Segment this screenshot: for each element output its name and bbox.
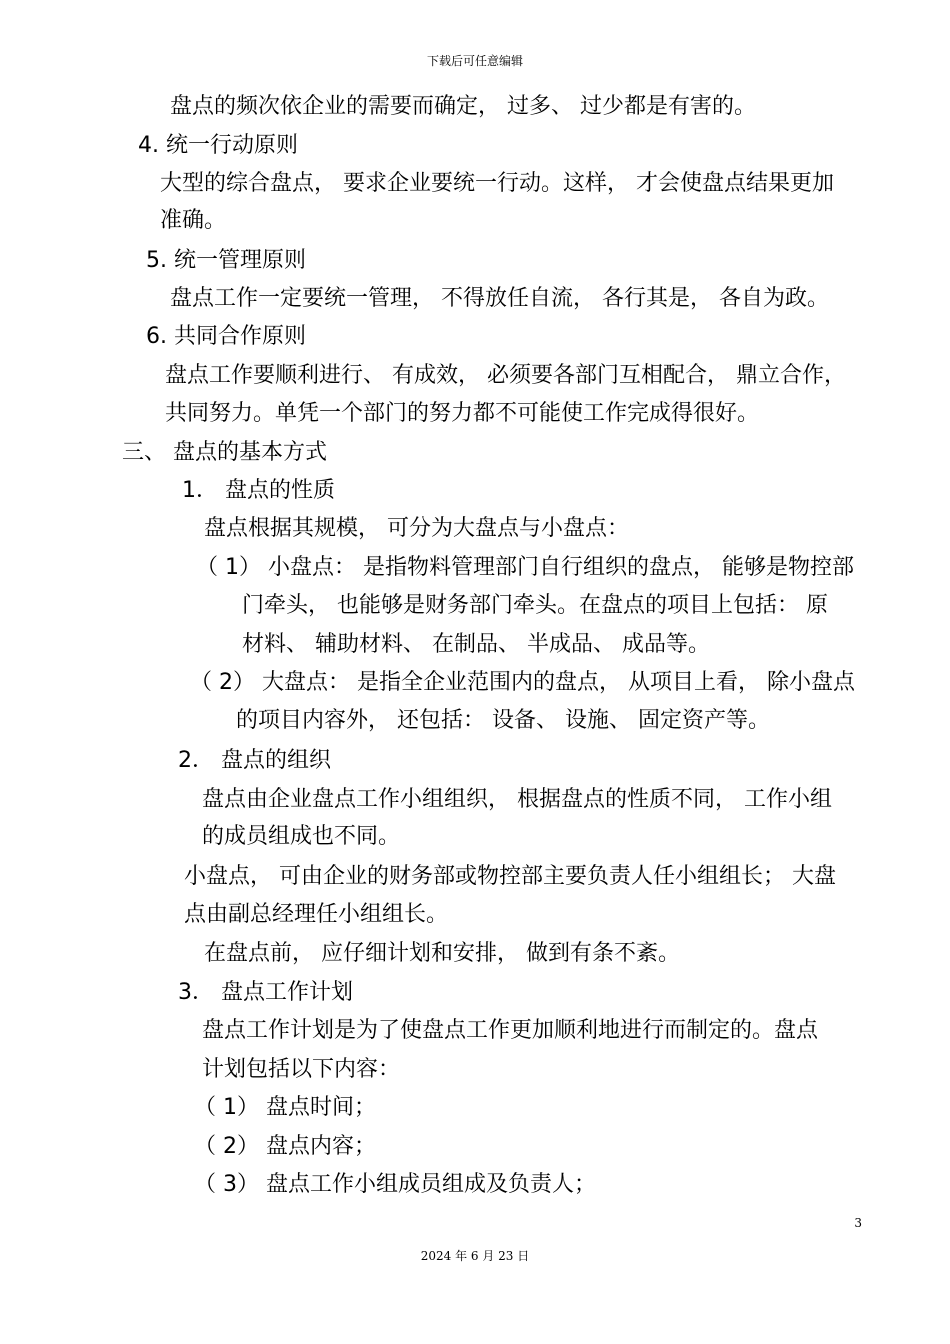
body-line: 大型的综合盘点， 要求企业要统一行动。这样， 才会使盘点结果更加 [160, 171, 834, 196]
page-footer-date: 2024 年 6 月 23 日 [420, 1249, 530, 1263]
list-item-continuation: 材料、 辅助材料、 在制品、 半成品、 成品等。 [242, 632, 710, 657]
chapter-heading: 三、 盘点的基本方式 [122, 440, 327, 465]
section-heading: 6. 共同合作原则 [146, 324, 306, 349]
list-item: （ 3） 盘点工作小组成员组成及负责人； [194, 1172, 596, 1197]
list-item-continuation: 的项目内容外， 还包括： 设备、 设施、 固定资产等。 [236, 708, 770, 733]
section-heading: 2． 盘点的组织 [178, 748, 331, 773]
body-line: 准确。 [160, 208, 227, 233]
body-line: 盘点的频次依企业的需要而确定， 过多、 过少都是有害的。 [170, 94, 756, 119]
list-item: （ 2） 大盘点： 是指全企业范围内的盘点， 从项目上看， 除小盘点 [190, 670, 855, 695]
list-item-continuation: 门牵头， 也能够是财务部门牵头。在盘点的项目上包括： 原 [242, 593, 828, 618]
page-number: 3 [854, 1216, 862, 1230]
body-line: 盘点由企业盘点工作小组组织， 根据盘点的性质不同， 工作小组 [202, 787, 832, 812]
body-line: 计划包括以下内容： [202, 1057, 401, 1082]
body-line: 共同努力。单凭一个部门的努力都不可能使工作完成得很好。 [165, 401, 760, 426]
body-line: 盘点工作一定要统一管理， 不得放任自流， 各行其是， 各自为政。 [170, 286, 829, 311]
list-item: （ 2） 盘点内容； [194, 1134, 376, 1159]
body-line: 的成员组成也不同。 [202, 824, 401, 849]
section-heading: 4. 统一行动原则 [138, 133, 298, 158]
body-line: 盘点根据其规模， 可分为大盘点与小盘点： [204, 516, 629, 541]
section-heading: 5. 统一管理原则 [146, 248, 306, 273]
body-line: 点由副总经理任小组组长。 [184, 902, 449, 927]
list-item: （ 1） 盘点时间； [194, 1095, 376, 1120]
body-line: 盘点工作要顺利进行、 有成效， 必须要各部门互相配合， 鼎立合作， [165, 363, 846, 388]
body-line: 盘点工作计划是为了使盘点工作更加顺利地进行而制定的。盘点 [202, 1018, 819, 1043]
page-header: 下载后可任意编辑 [426, 54, 523, 68]
body-line: 小盘点， 可由企业的财务部或物控部主要负责人任小组组长； 大盘 [184, 864, 836, 889]
list-item: （ 1） 小盘点： 是指物料管理部门自行组织的盘点， 能够是物控部 [196, 555, 854, 580]
body-line: 在盘点前， 应仔细计划和安排， 做到有条不紊。 [204, 941, 680, 966]
section-heading: 1． 盘点的性质 [182, 478, 335, 503]
section-heading: 3． 盘点工作计划 [178, 980, 353, 1005]
